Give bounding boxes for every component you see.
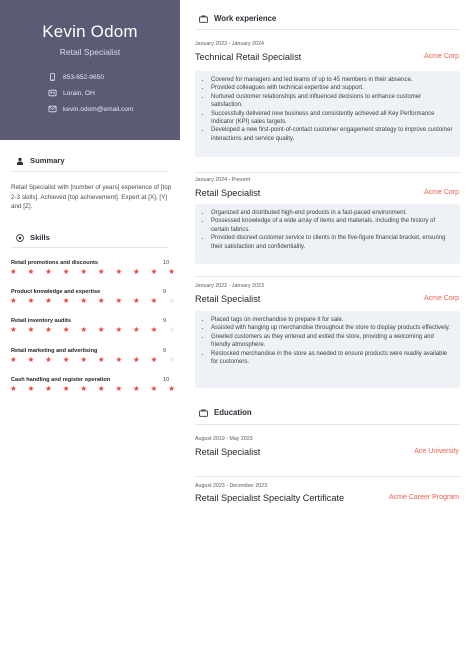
star-filled-icon: ★ (97, 296, 105, 305)
star-filled-icon: ★ (115, 296, 123, 305)
star-filled-icon: ★ (97, 267, 105, 276)
star-filled-icon: ★ (62, 296, 70, 305)
contact-email[interactable] (48, 105, 133, 113)
star-filled-icon: ★ (133, 267, 140, 276)
person-icon (16, 157, 24, 165)
job-title: Retail Specialist (195, 294, 261, 304)
star-filled-icon: ★ (80, 355, 88, 364)
briefcase-icon (199, 15, 208, 23)
location-icon (48, 89, 57, 97)
star-filled-icon: ★ (80, 384, 88, 393)
star-filled-icon: ★ (62, 267, 70, 276)
skills-heading (16, 233, 50, 242)
briefcase-icon (199, 409, 208, 417)
skill-stars (10, 297, 175, 305)
job-bullet: • Possessed knowledge of a wide array of items and materials, including the history of certain fabrics. (211, 217, 454, 234)
phone-text: 853-652-9650 (63, 73, 105, 81)
job-divider (195, 276, 460, 277)
education-title: Retail Specialist (195, 447, 261, 457)
job-bullet: • Placed tags on merchandise to prepare it for sale. (211, 316, 454, 324)
job-bullet: • Covered for managers and led teams of up to 45 members in their absence. (211, 76, 454, 84)
job-company: Acme Corp (423, 189, 459, 196)
education-institution: Acme Career Program (388, 494, 459, 501)
job-company: Acme Corp (423, 53, 459, 60)
job-dates: January 2022 - January 2023 (195, 283, 264, 289)
skill-name: Retail marketing and advertising (11, 348, 98, 354)
star-filled-icon: ★ (62, 325, 70, 334)
job-dates: January 2023 - January 2024 (195, 41, 264, 47)
skill-value: 10 (163, 377, 170, 383)
job-bullet: • Developed a new first-point-of-contact customer engagement strategy to improve customer interactions and service quality. (211, 126, 454, 143)
phone-icon (48, 73, 57, 81)
job-company: Acme Corp (423, 295, 459, 302)
star-filled-icon: ★ (150, 325, 158, 334)
star-filled-icon: ★ (168, 384, 175, 393)
skill-value: 10 (163, 260, 170, 266)
summary-text: Retail Specialist with [number of years] experience of [top 2-3 skills]. Achieved [top achievement]. Expert at [X], [Y] and [Z]. (11, 184, 172, 211)
star-filled-icon: ★ (45, 296, 52, 305)
summary-heading (16, 156, 65, 165)
candidate-title: Retail Specialist (59, 47, 121, 57)
candidate-name: Kevin Odom (42, 22, 138, 41)
education-heading (199, 408, 252, 417)
star-filled-icon: ★ (27, 355, 35, 364)
star-filled-icon: ★ (62, 384, 70, 393)
skill-stars (10, 385, 175, 393)
summary-divider (11, 171, 168, 172)
skill-stars (10, 326, 175, 334)
location-text: Lorain, OH (63, 89, 95, 97)
star-filled-icon: ★ (80, 267, 88, 276)
skill-value: 9 (163, 318, 167, 324)
job-bullets (195, 71, 460, 157)
star-filled-icon: ★ (10, 325, 17, 334)
job-bullet: • Successfully delivered new business and consistently achieved all Key Performance Indicator (KPI) sales targets. (211, 110, 454, 127)
star-filled-icon: ★ (115, 325, 123, 334)
star-filled-icon: ★ (27, 325, 35, 334)
job-bullet: • Provided colleagues with technical expertise and support. (211, 84, 454, 92)
skill-value: 9 (163, 348, 167, 354)
education-title: Retail Specialist Specialty Certificate (195, 493, 345, 503)
contact-phone (48, 73, 104, 81)
job-bullet: • Greeted customers as they entered and exited the store, providing a welcoming and friendly atmosphere. (211, 333, 454, 350)
skill-name: Cash handling and register operation (11, 377, 111, 383)
job-bullet: • Nurtured customer relationships and influenced decisions to enhance customer satisfaction. (211, 93, 454, 110)
profile-header (0, 0, 180, 140)
star-filled-icon: ★ (150, 384, 158, 393)
star-filled-icon: ★ (27, 267, 35, 276)
education-item-divider (195, 476, 460, 477)
skill-name: Product knowledge and expertise (11, 289, 101, 295)
skill-name: Retail inventory audits (11, 318, 71, 324)
job-bullets (195, 204, 460, 264)
job-bullets (195, 311, 460, 388)
left-column (0, 0, 180, 668)
star-filled-icon: ★ (115, 384, 123, 393)
star-filled-icon: ★ (115, 267, 123, 276)
skill-name: Retail promotions and discounts (11, 260, 99, 266)
skill-stars (10, 268, 175, 276)
star-filled-icon: ★ (10, 384, 17, 393)
star-filled-icon: ★ (45, 384, 52, 393)
skills-heading-text: Skills (30, 233, 50, 242)
star-filled-icon: ★ (133, 355, 140, 364)
star-filled-icon: ★ (150, 267, 158, 276)
star-filled-icon: ★ (27, 384, 35, 393)
work-divider (195, 29, 460, 30)
star-empty-icon: ★ (168, 325, 175, 334)
star-empty-icon: ★ (168, 296, 175, 305)
email-text: kevin.odom@email.com (63, 105, 134, 113)
star-empty-icon: ★ (168, 355, 175, 364)
education-heading-text: Education (214, 408, 252, 417)
education-dates: August 2019 - May 2023 (195, 436, 253, 442)
email-icon (48, 105, 57, 113)
work-heading-text: Work experience (214, 14, 277, 23)
skill-stars (10, 356, 175, 364)
education-divider (195, 424, 460, 425)
star-filled-icon: ★ (10, 267, 17, 276)
skill-value: 9 (163, 289, 167, 295)
star-filled-icon: ★ (150, 296, 158, 305)
job-bullet: • Assisted with hanging up merchandise throughout the store to display products effectively. (211, 324, 454, 332)
job-title: Technical Retail Specialist (195, 52, 302, 62)
star-filled-icon: ★ (133, 325, 140, 334)
star-filled-icon: ★ (133, 296, 140, 305)
star-filled-icon: ★ (45, 325, 52, 334)
star-filled-icon: ★ (10, 296, 17, 305)
work-heading (199, 14, 276, 23)
star-filled-icon: ★ (80, 296, 88, 305)
star-filled-icon: ★ (27, 296, 35, 305)
job-divider (195, 172, 460, 173)
star-filled-icon: ★ (45, 267, 52, 276)
star-filled-icon: ★ (97, 355, 105, 364)
summary-heading-text: Summary (30, 156, 65, 165)
star-filled-icon: ★ (62, 355, 70, 364)
education-dates: August 2023 - December 2023 (195, 483, 268, 489)
job-dates: January 2024 - Present (195, 177, 251, 183)
job-bullet: • Provided discreet customer service to clients in the five-figure financial bracket, ensuring their satisfaction and confidentiality. (211, 234, 454, 251)
job-bullet: • Restocked merchandise in the store as needed to ensure products were readily available for customers. (211, 350, 454, 367)
star-filled-icon: ★ (80, 325, 88, 334)
star-filled-icon: ★ (97, 384, 105, 393)
star-circle-icon (16, 234, 24, 242)
star-filled-icon: ★ (133, 384, 140, 393)
contact-location (48, 89, 95, 97)
star-filled-icon: ★ (168, 267, 175, 276)
star-filled-icon: ★ (45, 355, 52, 364)
education-institution: Ace University (414, 448, 459, 455)
star-filled-icon: ★ (115, 355, 123, 364)
star-filled-icon: ★ (10, 355, 17, 364)
job-bullet: • Organized and distributed high-end products in a fast-paced environment. (211, 209, 454, 217)
star-filled-icon: ★ (150, 355, 158, 364)
skills-divider (11, 247, 168, 248)
star-filled-icon: ★ (97, 325, 105, 334)
job-title: Retail Specialist (195, 188, 261, 198)
